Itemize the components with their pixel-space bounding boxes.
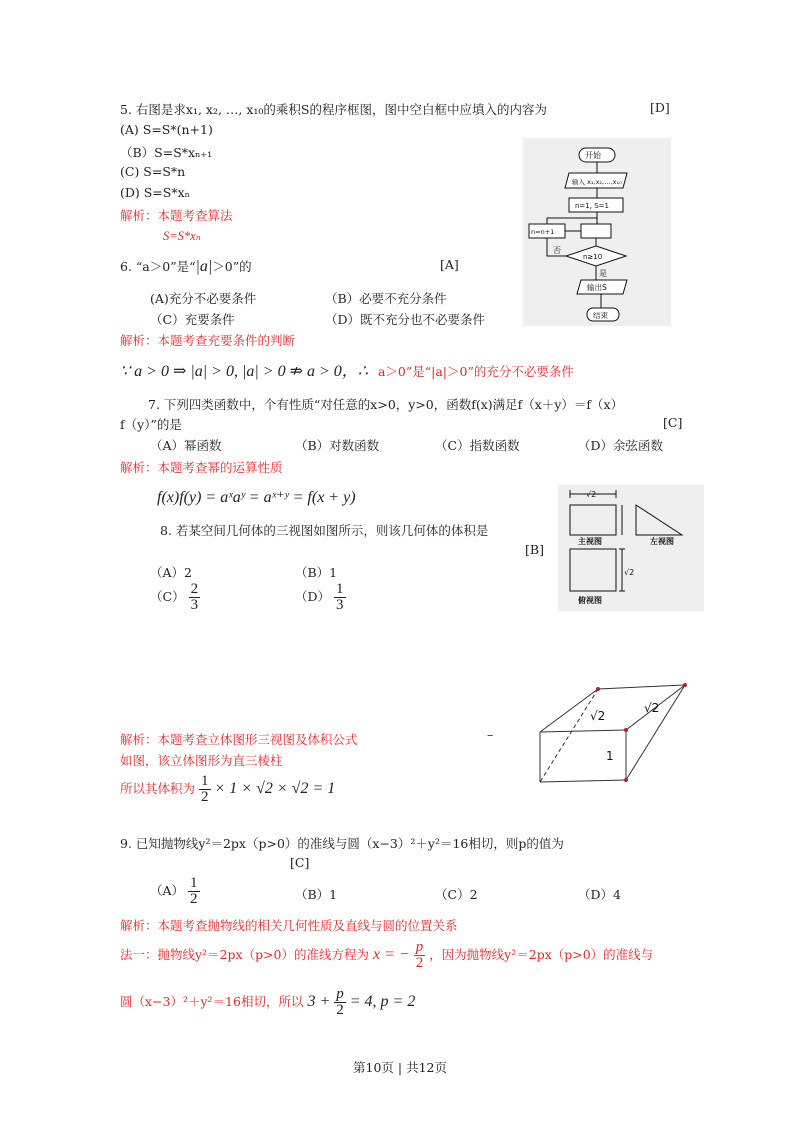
q5-answer: [D] [650, 100, 670, 115]
q5-stem: 5. 右图是求x₁, x₂, …, x₁₀的乘积S的程序框图，图中空白框中应填入的内容为 [120, 102, 547, 117]
q8-line2: 如图，该立体图形为直三棱柱 [120, 753, 283, 768]
prism-label-b: √2 [644, 701, 660, 715]
page-footer: 第10页 | 共12页 [353, 1060, 447, 1075]
q6-reasoning [120, 358, 574, 381]
flowchart-output-text: 输出S [587, 283, 607, 292]
q6-answer: [A] [440, 257, 459, 272]
q9-method1-line1 [120, 940, 653, 971]
q5-option-c: (C) S=S*n [120, 164, 186, 179]
q8-option-c-num: 2 [190, 581, 199, 597]
flowchart-no-label: 否 [553, 246, 561, 255]
q8-option-d-label: （D） [295, 589, 331, 604]
front-dim-label: √2 [586, 490, 597, 499]
q8-option-a: （A）2 [150, 565, 192, 580]
q9-method1-eq-post: = 4, p = 2 [349, 993, 416, 1010]
q6-conclusion: a＞0”是“|a|＞0”的充分不必要条件 [377, 364, 574, 379]
q9-option-a [150, 876, 200, 907]
side-view-shape [636, 505, 682, 535]
flowchart-init-text: n=1, S=1 [575, 202, 609, 210]
q9-method1-fraction [414, 940, 426, 971]
three-view-figure [558, 485, 704, 611]
q8-option-d-fraction [334, 582, 346, 613]
q8-option-c-label: （C） [150, 589, 185, 604]
q9-method1-line2 [120, 987, 415, 1018]
q7-option-c: （C）指数函数 [435, 438, 520, 453]
q8-option-c [150, 582, 200, 613]
q5-option-b: （B）S=S*xₙ₊₁ [120, 145, 213, 160]
flowchart-yes-label: 是 [599, 269, 607, 278]
q9-method1-num: p [415, 939, 424, 955]
q6-stem-b: ＞0”的 [212, 259, 252, 274]
q8-option-d [295, 582, 346, 613]
q5-solution: S=S*xₙ [163, 229, 201, 243]
q8-answer: [B] [525, 542, 544, 557]
q7-option-a: （A）幂函数 [150, 438, 222, 453]
q9-method1-line2-text: 圆（x−3）²＋y²＝16相切，所以 [120, 994, 304, 1009]
q9-method1-eq-num: p [336, 986, 344, 1002]
q9-answer: [C] [290, 855, 310, 870]
q7-analysis: 解析：本题考查幂的运算性质 [120, 460, 283, 475]
q9-method1-eq-den: 2 [336, 1002, 344, 1018]
q8-option-c-fraction [189, 582, 201, 613]
flowchart-increment-text: n=n+1 [531, 228, 555, 236]
side-view-label: 左视图 [650, 537, 674, 546]
q8-volume-fraction [199, 774, 211, 805]
q8-option-c-den: 3 [190, 597, 199, 613]
q6-option-a: (A)充分不必要条件 [150, 291, 257, 306]
q6-option-d: （D）既不充分也不必要条件 [325, 312, 486, 327]
q6-formula: ∵ a > 0 ⇒ |a| > 0, |a| > 0 ⇏ a > 0，∴ [120, 363, 368, 380]
prism-figure [530, 680, 700, 788]
q9-method1-eq-fraction [334, 987, 346, 1018]
flowchart-figure [523, 138, 671, 326]
q9-option-a-label: （A） [150, 883, 185, 898]
flowchart-input-text: 输入 x₁,x₂,…,x₁₀ [572, 178, 622, 186]
q9-option-b: （B）1 [295, 887, 338, 902]
q7-answer: [C] [663, 415, 683, 430]
q6-option-c: （C）充要条件 [150, 312, 235, 327]
q8-volume-den: 2 [201, 789, 209, 805]
q8-volume [120, 774, 335, 805]
prism-label-a: √2 [590, 709, 606, 723]
q8-option-b: （B）1 [295, 565, 338, 580]
q9-option-d: （D）4 [578, 887, 621, 902]
flowchart-blank-box [581, 224, 611, 238]
q9-method1-a: 法一：抛物线y²＝2px（p>0）的准线方程为 [120, 947, 370, 962]
q5-analysis: 解析：本题考查算法 [120, 208, 233, 223]
q8-option-d-den: 3 [336, 597, 344, 613]
q7-stem-line2: f（y）”的是 [120, 417, 182, 432]
q8-analysis: 解析：本题考查立体图形三视图及体积公式 [120, 732, 358, 747]
q9-option-c: （C）2 [435, 887, 478, 902]
flowchart-start-text: 开始 [585, 151, 601, 160]
q6-stem-abs: |a| [195, 258, 213, 275]
q9-method1-den: 2 [415, 955, 424, 971]
q9-stem: 9. 已知抛物线y²＝2px（p>0）的准线与圆（x−3）²＋y²＝16相切，则p的值为 [120, 836, 564, 851]
q9-option-a-fraction [188, 876, 200, 907]
q9-method1-formula: x = − [373, 946, 410, 963]
q6-option-b: （B）必要不充分条件 [325, 291, 447, 306]
top-view-label: 俯视图 [578, 596, 602, 605]
top-view-shape [570, 549, 616, 591]
q7-stem-line1: 7. 下列四类函数中，个有性质“对任意的x>0，y>0，函数f(x)满足f（x＋y）＝f（x） [148, 397, 624, 412]
q7-formula: f(x)f(y) = aˣaʸ = aˣ⁺ʸ = f(x + y) [157, 489, 356, 506]
q5-option-d: (D) S=S*xₙ [120, 185, 191, 200]
q9-option-a-den: 2 [190, 891, 198, 907]
q9-analysis: 解析：本题考查抛物线的相关几何性质及直线与圆的位置关系 [120, 918, 458, 933]
q8-stem: 8. 若某空间几何体的三视图如图所示，则该几何体的体积是 [160, 523, 489, 538]
front-view-label: 主视图 [578, 537, 602, 546]
prism-label-c: 1 [606, 749, 614, 763]
q9-method1-b: ，因为抛物线y²＝2px（p>0）的准线与 [429, 947, 654, 962]
q8-volume-expr: × 1 × √2 × √2 = 1 [214, 780, 336, 797]
q5-option-a: (A) S=S*(n+1) [120, 122, 213, 137]
top-dim-label: √2 [624, 568, 635, 577]
q7-option-d: （D）余弦函数 [578, 438, 664, 453]
q8-option-d-num: 1 [336, 581, 344, 597]
q9-option-a-num: 1 [190, 875, 198, 891]
q7-option-b: （B）对数函数 [295, 438, 380, 453]
front-view-shape [570, 505, 616, 535]
q9-method1-eq-pre: 3 + [307, 993, 331, 1010]
q8-volume-num: 1 [201, 773, 209, 789]
q6-analysis: 解析：本题考查充要条件的判断 [120, 333, 296, 348]
flowchart-condition-text: n≥10 [583, 253, 603, 261]
q8-volume-prefix: 所以其体积为 [120, 781, 196, 796]
q6-stem-a: 6. “a＞0”是“ [120, 259, 196, 274]
flowchart-end-text: 结束 [593, 311, 608, 320]
q8-dash: – [487, 727, 494, 742]
q6-stem [120, 257, 252, 276]
